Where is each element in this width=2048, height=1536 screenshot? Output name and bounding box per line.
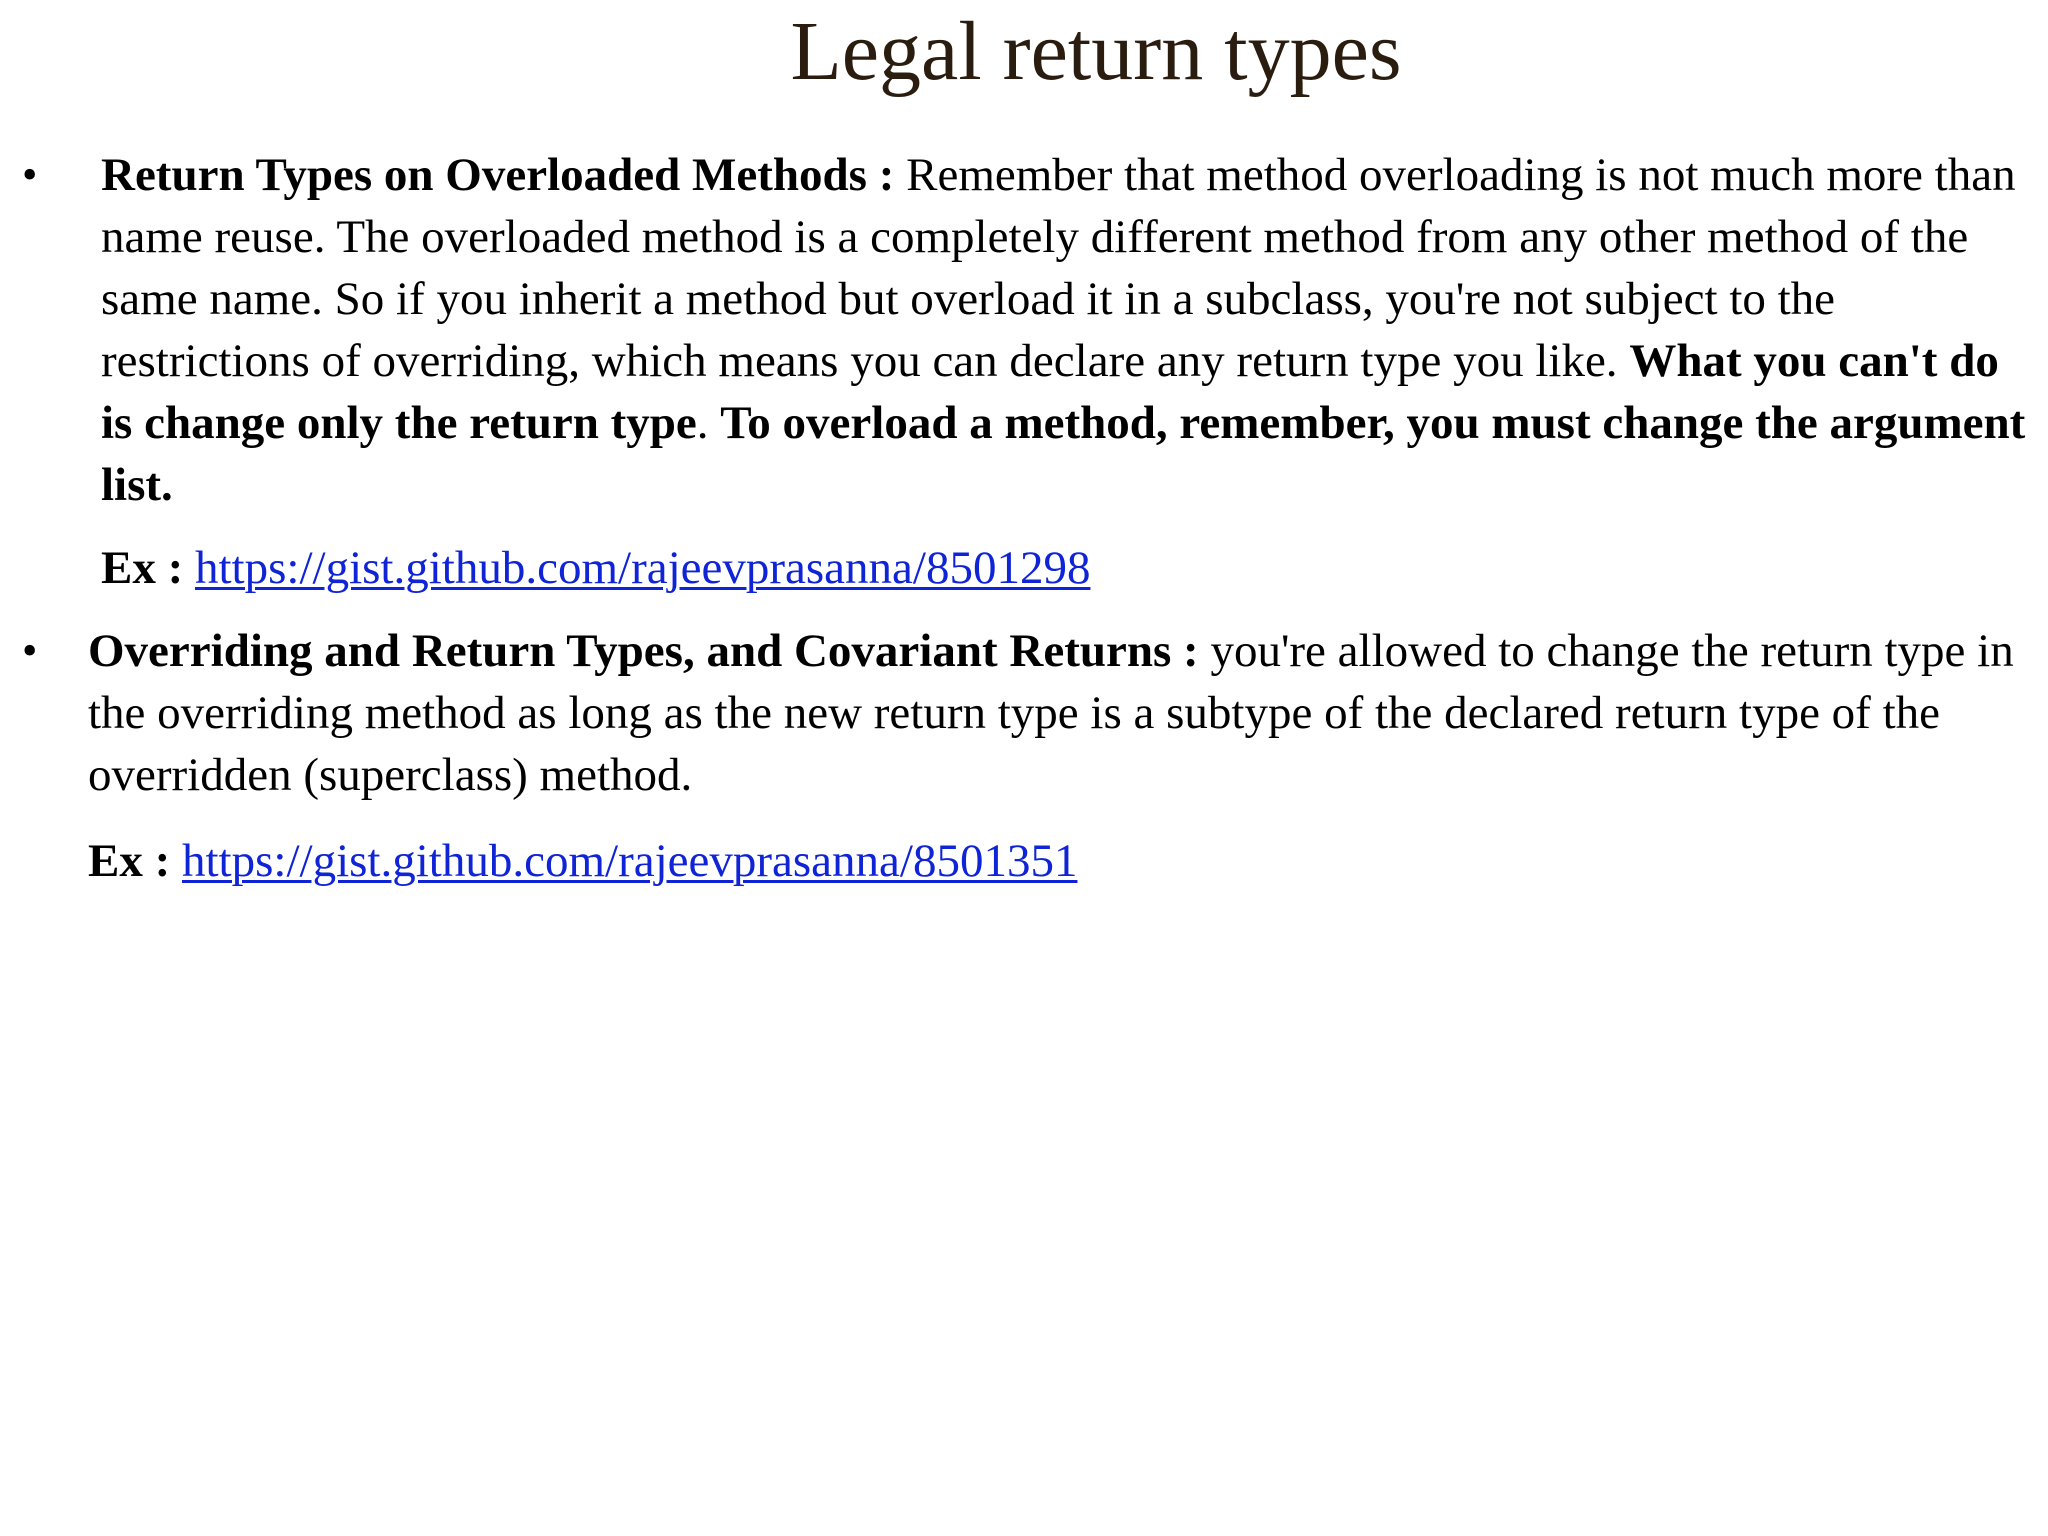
bullet-1-emphasis-2: To overload a method, remember, you must change the argument list. — [101, 397, 2026, 511]
bullet-2-marker: • — [22, 626, 38, 675]
bullet-1-example — [101, 537, 1090, 599]
bullet-2-heading: Overriding and Return Types, and Covariant Returns : — [88, 625, 1199, 677]
bullet-1-separator: . — [696, 397, 721, 449]
bullet-2-example-link[interactable]: https://gist.github.com/rajeevprasanna/8501351 — [182, 835, 1078, 887]
slide-title: Legal return types — [790, 5, 1402, 98]
bullet-2-example — [88, 830, 1077, 892]
bullet-1-marker: • — [22, 150, 38, 199]
bullet-1-example-label: Ex : — [101, 542, 184, 594]
bullet-1-body: Remember that method overloading is not much more than name reuse. The overloaded method is a completely different method from any other method of the same name. So if you inherit a method but overload it in a subclass, you're not subject to the restrictions of overriding, which means you can declare any return type you like. — [101, 149, 2016, 387]
bullet-2-body: you're allowed to change the return type in the overriding method as long as the new return type is a subtype of the declared return type of the overridden (superclass) method. — [88, 625, 2014, 801]
bullet-2-example-label: Ex : — [88, 835, 171, 887]
bullet-1-emphasis-1: What you can't do is change only the return type — [101, 335, 1999, 449]
bullet-2-text — [88, 620, 2038, 806]
bullet-1-heading: Return Types on Overloaded Methods : — [101, 149, 895, 201]
bullet-1-example-link[interactable]: https://gist.github.com/rajeevprasanna/8501298 — [195, 542, 1091, 594]
bullet-1-text — [101, 144, 2031, 516]
